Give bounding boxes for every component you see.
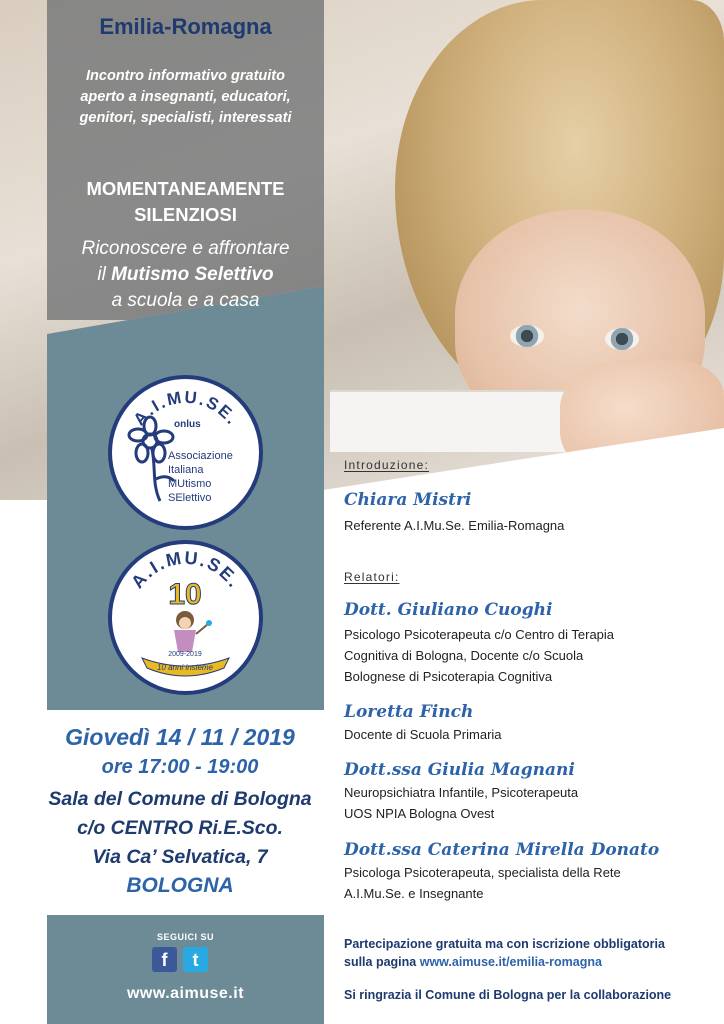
logo-name-path: A.I.MU.SE. <box>129 387 243 430</box>
aimuse-logo <box>108 375 263 530</box>
aimuse-logo-graphic <box>112 379 259 526</box>
speakers-heading: Relatori: <box>344 570 400 584</box>
intro-text <box>47 66 324 129</box>
speaker-role-line: A.I.Mu.Se. e Insegnante <box>344 886 484 901</box>
speaker-role-line: UOS NPIA Bologna Ovest <box>344 806 495 821</box>
speaker-name: Loretta Finch <box>344 702 474 722</box>
logo-line: MUtismo <box>168 478 212 490</box>
logo-text-block <box>168 450 233 504</box>
speaker-role-line: Bolognese di Psicoterapia Cognitiva <box>344 669 553 684</box>
intro-line: genitori, specialisti, interessati <box>79 110 292 126</box>
logo-onlus: onlus <box>174 419 201 430</box>
logo-line: Associazione <box>168 450 233 462</box>
thanks-note: Si ringrazia il Comune di Bologna per la collaborazione <box>344 988 672 1002</box>
event-venue: c/o CENTRO Ri.E.Sco. <box>77 817 283 839</box>
event-city: BOLOGNA <box>126 874 234 897</box>
follow-us-label: SEGUICI SU <box>156 932 214 942</box>
event-time: ore 17:00 - 19:00 <box>101 756 259 778</box>
event-title <box>47 176 324 228</box>
subtitle-prefix: il <box>97 264 112 285</box>
speaker-name: Dott.ssa Giulia Magnani <box>344 760 575 780</box>
website-link[interactable]: www.aimuse.it <box>126 985 245 1002</box>
logo2-name-path: A.I.MU.SE. <box>127 547 246 593</box>
right-eye <box>605 328 639 350</box>
speaker-role <box>344 782 714 824</box>
intro-line: aperto a insegnanti, educatori, <box>80 89 291 105</box>
intro-speaker-role: Referente A.I.Mu.Se. Emilia-Romagna <box>344 518 565 533</box>
event-subtitle <box>47 236 324 314</box>
event-venue: Sala del Comune di Bologna <box>48 788 312 810</box>
speaker-role-line: Psicologo Psicoterapeuta c/o Centro di Terapia <box>344 627 615 642</box>
intro-speaker-name: Chiara Mistri <box>344 490 472 510</box>
subtitle-line <box>47 262 324 288</box>
speaker-role <box>344 724 714 745</box>
intro-line: Incontro informativo gratuito <box>86 68 285 84</box>
speaker-name: Dott.ssa Caterina Mirella Donato <box>344 840 660 860</box>
speaker-role <box>344 624 714 687</box>
speaker-role <box>344 862 714 904</box>
speaker-role-line: Cognitiva di Bologna, Docente c/o Scuola <box>344 648 584 663</box>
registration-link[interactable]: www.aimuse.it/emilia-romagna <box>419 955 602 969</box>
logo2-number: 10 <box>168 578 202 611</box>
anniversary-logo-graphic <box>112 544 259 691</box>
speaker-role-line: Docente di Scuola Primaria <box>344 727 502 742</box>
registration-line <box>344 953 719 971</box>
registration-note <box>344 935 719 971</box>
logo2-years: 2009-2019 <box>168 651 202 658</box>
speaker-role-line: Neuropsichiatra Infantile, Psicoterapeuta <box>344 785 579 800</box>
facebook-icon[interactable]: f <box>152 947 177 972</box>
subtitle-line: Riconoscere e affrontare <box>81 238 290 259</box>
subtitle-topic: Mutismo Selettivo <box>111 264 274 285</box>
twitter-icon[interactable]: t <box>183 947 208 972</box>
left-eye <box>510 325 544 347</box>
logo2-banner-text: 10 anni insieme <box>156 663 214 672</box>
logo-line: SElettivo <box>168 492 212 504</box>
speaker-role-line: Psicologa Psicoterapeuta, specialista della Rete <box>344 865 621 880</box>
event-date: Giovedì 14 / 11 / 2019 <box>65 724 295 750</box>
speaker-name: Dott. Giuliano Cuoghi <box>344 600 553 620</box>
title-line: SILENZIOSI <box>134 204 237 225</box>
registration-prefix: sulla pagina <box>344 955 420 969</box>
introduction-heading: Introduzione: <box>344 458 429 472</box>
title-line: MOMENTANEAMENTE <box>86 178 285 199</box>
event-address: Via Ca’ Selvatica, 7 <box>92 846 268 868</box>
subtitle-line: a scuola e a casa <box>111 290 260 311</box>
region-title: Emilia-Romagna <box>99 14 272 39</box>
anniversary-logo <box>108 540 263 695</box>
mascot-icon <box>174 611 212 652</box>
registration-line: Partecipazione gratuita ma con iscrizione obbligatoria <box>344 937 665 951</box>
logo-line: Italiana <box>168 464 204 476</box>
